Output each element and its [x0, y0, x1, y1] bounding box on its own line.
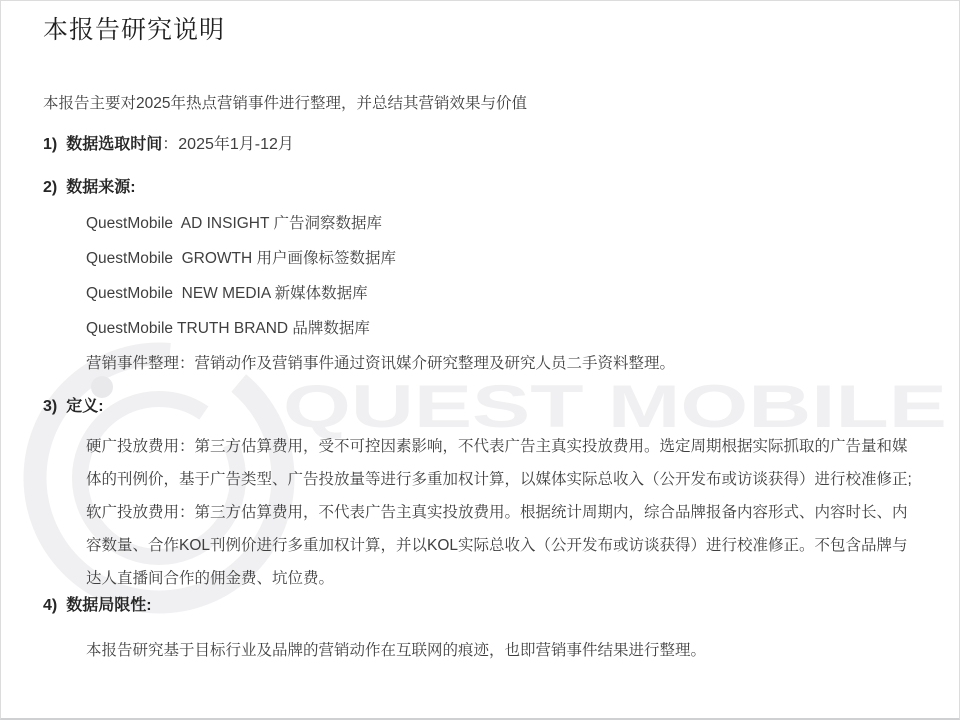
data-source-item: QuestMobile TRUTH BRAND 品牌数据库	[86, 320, 370, 337]
section-1-value: 2025年1月-12月	[178, 136, 294, 153]
intro-text: 本报告主要对2025年热点营销事件进行整理，并总结其营销效果与价值	[43, 95, 527, 112]
section-1-colon: ：	[162, 136, 179, 153]
data-source-item: QuestMobile AD INSIGHT 广告洞察数据库	[86, 215, 382, 232]
limitation-paragraph: 本报告研究基于目标行业及品牌的营销动作在互联网的痕迹，也即营销事件结果进行整理。	[86, 642, 707, 659]
page-title: 本报告研究说明	[43, 16, 226, 44]
section-1-number: 1)	[43, 136, 58, 153]
section-4-label: 数据局限性	[66, 597, 147, 614]
section-2-number: 2)	[43, 179, 58, 196]
data-source-item: 营销事件整理：营销动作及营销事件通过资讯媒介研究整理及研究人员二手资料整理。	[86, 355, 676, 372]
section-2-colon: :	[130, 179, 136, 196]
definition-paragraph-hard-ad: 硬广投放费用：第三方估算费用，受不可控因素影响，不代表广告主真实投放费用。选定周期根据实际抓取的广告量和媒体的刊例价，基于广告类型、广告投放量等进行多重加权计算，以媒体实际总收入（公开发布或访谈获得）进行校准修正;	[86, 438, 912, 488]
section-2-label: 数据来源	[66, 179, 131, 196]
section-3-number: 3)	[43, 398, 58, 415]
watermark-text: QUEST MOBILE	[283, 373, 947, 440]
data-source-item: QuestMobile GROWTH 用户画像标签数据库	[86, 250, 397, 267]
definition-paragraph-soft-ad: 软广投放费用：第三方估算费用，不代表广告主真实投放费用。根据统计周期内，综合品牌报备内容形式、内容时长、内容数量、合作KOL刊例价进行多重加权计算，并以KOL实际总收入（公开发布或访谈获得）进行校准修正。不包含品牌与达人直播间合作的佣金费、坑位费。	[86, 504, 908, 587]
section-2-heading	[43, 177, 919, 199]
section-1-label: 数据选取时间	[66, 136, 163, 153]
section-4-number: 4)	[43, 597, 58, 614]
section-3-heading	[43, 396, 919, 418]
section-3-label: 定义	[66, 398, 99, 415]
section-4-colon: :	[146, 597, 152, 614]
data-source-item: QuestMobile NEW MEDIA 新媒体数据库	[86, 285, 368, 302]
section-4-heading	[43, 595, 919, 617]
section-1-heading	[43, 134, 919, 156]
section-3-colon: :	[98, 398, 104, 415]
report-content	[1, 1, 959, 667]
data-source-list	[86, 213, 919, 375]
